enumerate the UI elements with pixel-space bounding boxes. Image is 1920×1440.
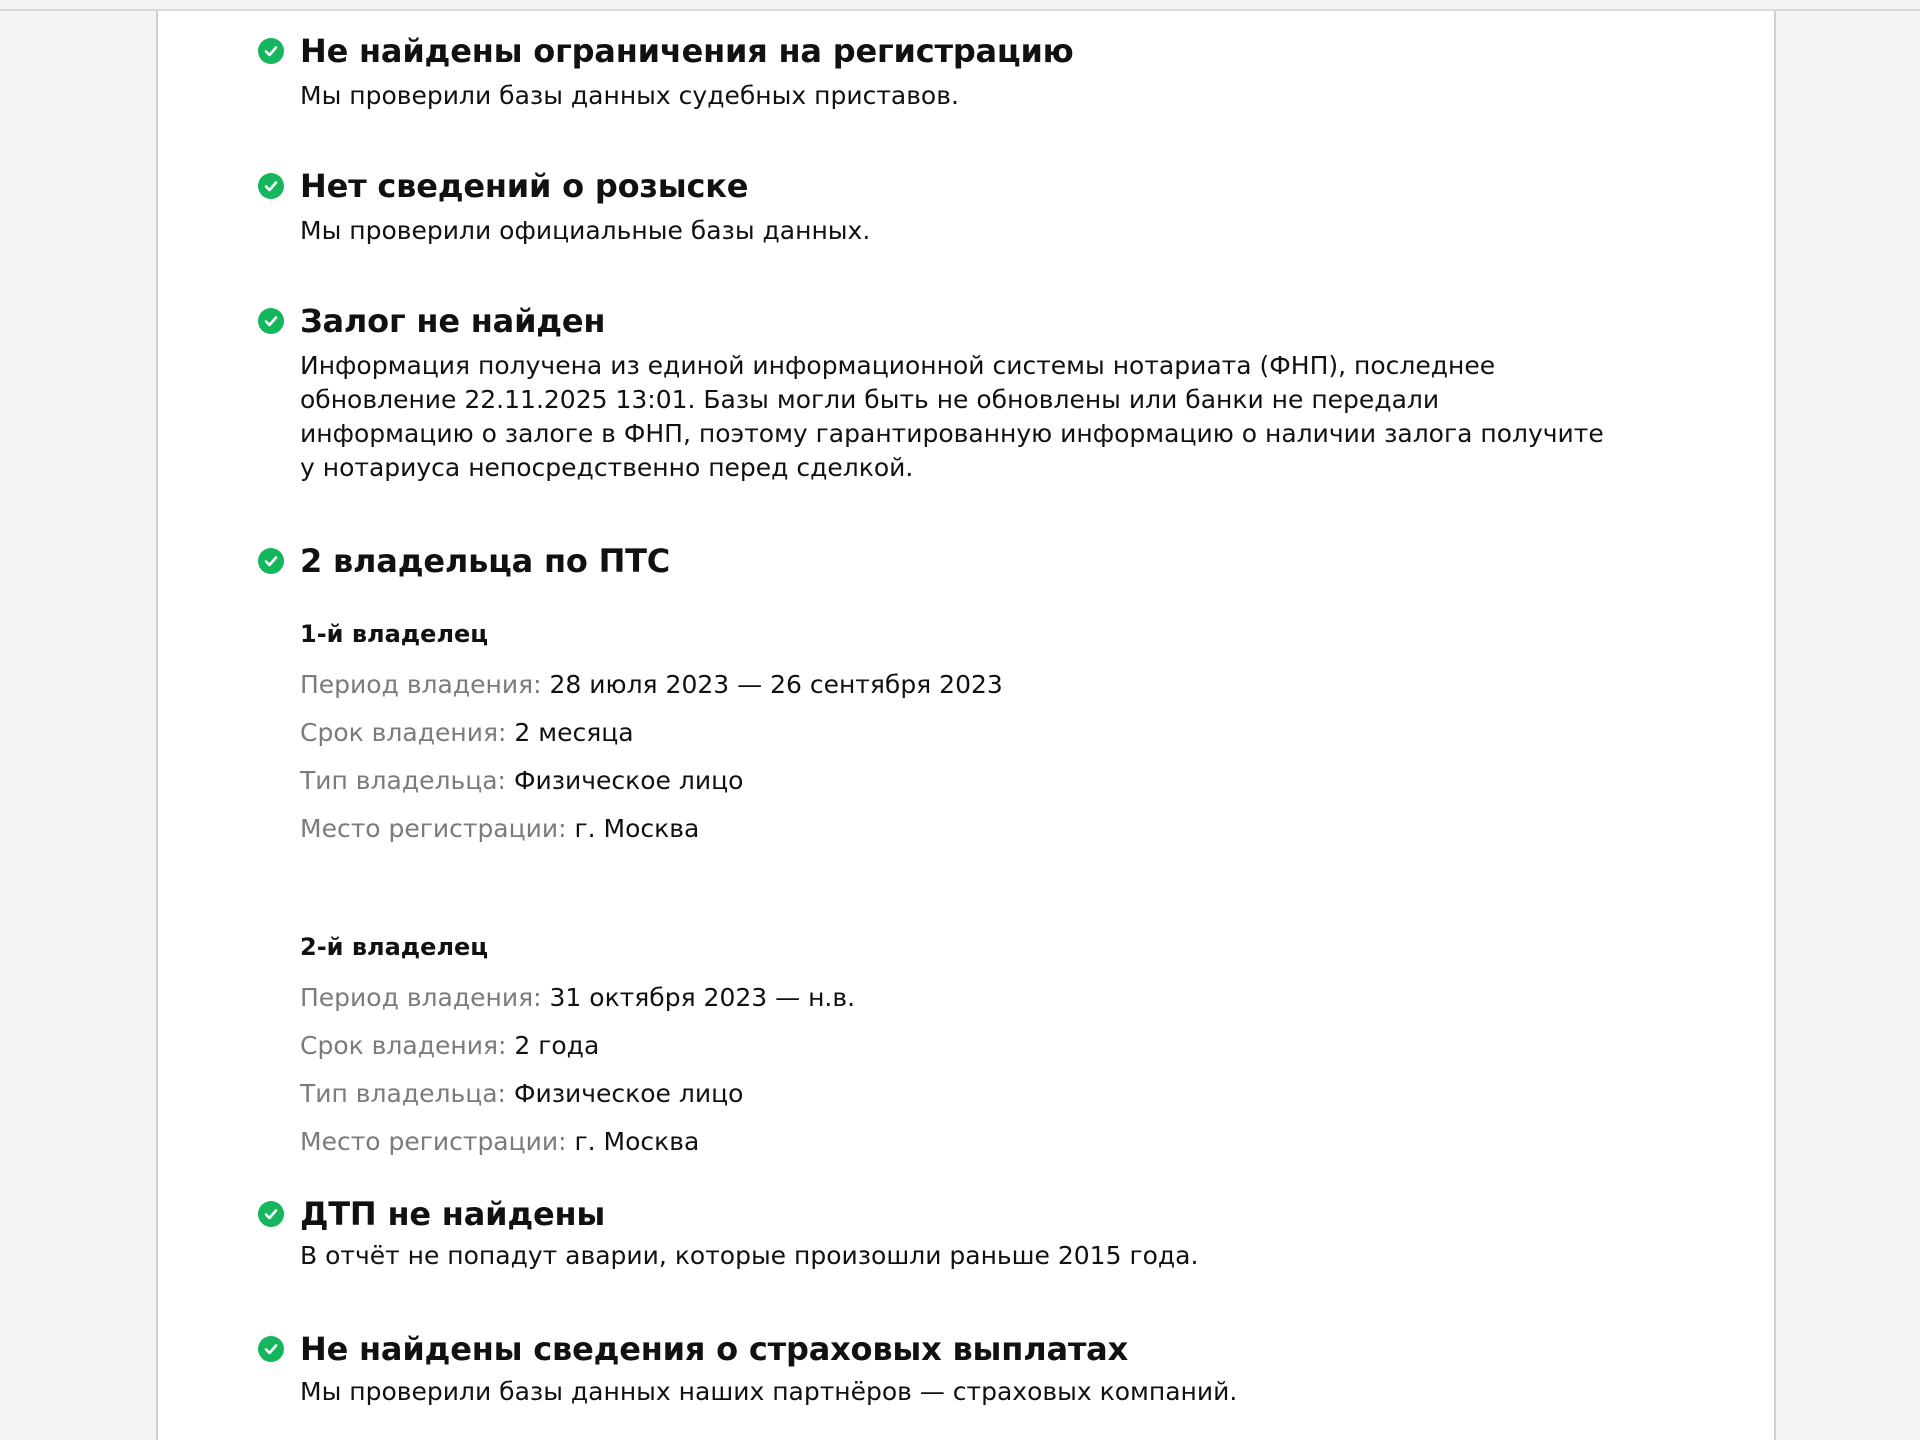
section-title: Нет сведений о розыске	[300, 167, 749, 205]
owner-period-row	[300, 974, 1200, 1022]
owner-duration-row	[300, 709, 1200, 757]
section-description: Мы проверили базы данных наших партнёров — страховых компаний.	[300, 1377, 1238, 1406]
owner-type-row	[300, 1070, 1200, 1118]
owner-duration-label: Срок владения:	[300, 718, 507, 747]
check-circle-icon	[258, 38, 284, 64]
owner-heading: 2-й владелец	[300, 933, 489, 961]
section-description: Мы проверили базы данных судебных приставов.	[300, 81, 959, 110]
check-circle-icon	[258, 1201, 284, 1227]
section-title: Не найдены ограничения на регистрацию	[300, 32, 1074, 70]
owner-type-label: Тип владельца:	[300, 766, 506, 795]
check-circle-icon	[258, 173, 284, 199]
check-circle-icon	[258, 308, 284, 334]
section-accidents	[258, 1194, 1658, 1284]
owner-type-value: Физическое лицо	[513, 766, 744, 795]
section-title: Не найдены сведения о страховых выплатах	[300, 1330, 1129, 1368]
owner-type-value: Физическое лицо	[513, 1079, 744, 1108]
owner-duration-row	[300, 1022, 1200, 1070]
owner-period-value: 28 июля 2023 — 26 сентября 2023	[549, 670, 1003, 699]
owner-period-label: Период владения:	[300, 670, 542, 699]
owner-duration-label: Срок владения:	[300, 1031, 507, 1060]
owner-place-label: Место регистрации:	[300, 1127, 567, 1156]
owner-heading: 1-й владелец	[300, 620, 489, 648]
section-title: ДТП не найдены	[300, 1195, 606, 1233]
owner-place-row	[300, 805, 1200, 853]
section-owners	[258, 541, 1658, 1181]
owner-duration-value: 2 года	[514, 1031, 600, 1060]
section-description: В отчёт не попадут аварии, которые произошли раньше 2015 года.	[300, 1241, 1199, 1270]
section-title: Залог не найден	[300, 302, 606, 340]
owner-period-row	[300, 661, 1200, 709]
owner-period-value: 31 октября 2023 — н.в.	[549, 983, 856, 1012]
section-registration-restrictions	[258, 31, 1658, 121]
owner-card	[300, 619, 1200, 853]
section-pledge-check	[258, 301, 1658, 501]
owner-place-row	[300, 1118, 1200, 1166]
report-panel	[156, 11, 1776, 1440]
check-circle-icon	[258, 1336, 284, 1362]
owner-duration-value: 2 месяца	[514, 718, 634, 747]
owner-place-value: г. Москва	[574, 814, 700, 843]
owner-place-label: Место регистрации:	[300, 814, 567, 843]
owner-place-value: г. Москва	[574, 1127, 700, 1156]
section-description: Информация получена из единой информационной системы нотариата (ФНП), последнее обновление 22.11.2025 13:01. Базы могли быть не обновлены или банки не передали информацию о залоге в ФНП, поэтому гарантированную информацию о наличии залога получите у нотариуса непосредственно перед сделкой.	[300, 351, 1604, 482]
owner-card	[300, 932, 1200, 1166]
section-wanted-check	[258, 166, 1658, 256]
owner-type-label: Тип владельца:	[300, 1079, 506, 1108]
owner-period-label: Период владения:	[300, 983, 542, 1012]
owner-type-row	[300, 757, 1200, 805]
section-description: Мы проверили официальные базы данных.	[300, 216, 871, 245]
check-circle-icon	[258, 548, 284, 574]
section-title: 2 владельца по ПТС	[300, 542, 671, 580]
section-insurance-payouts	[258, 1329, 1658, 1429]
